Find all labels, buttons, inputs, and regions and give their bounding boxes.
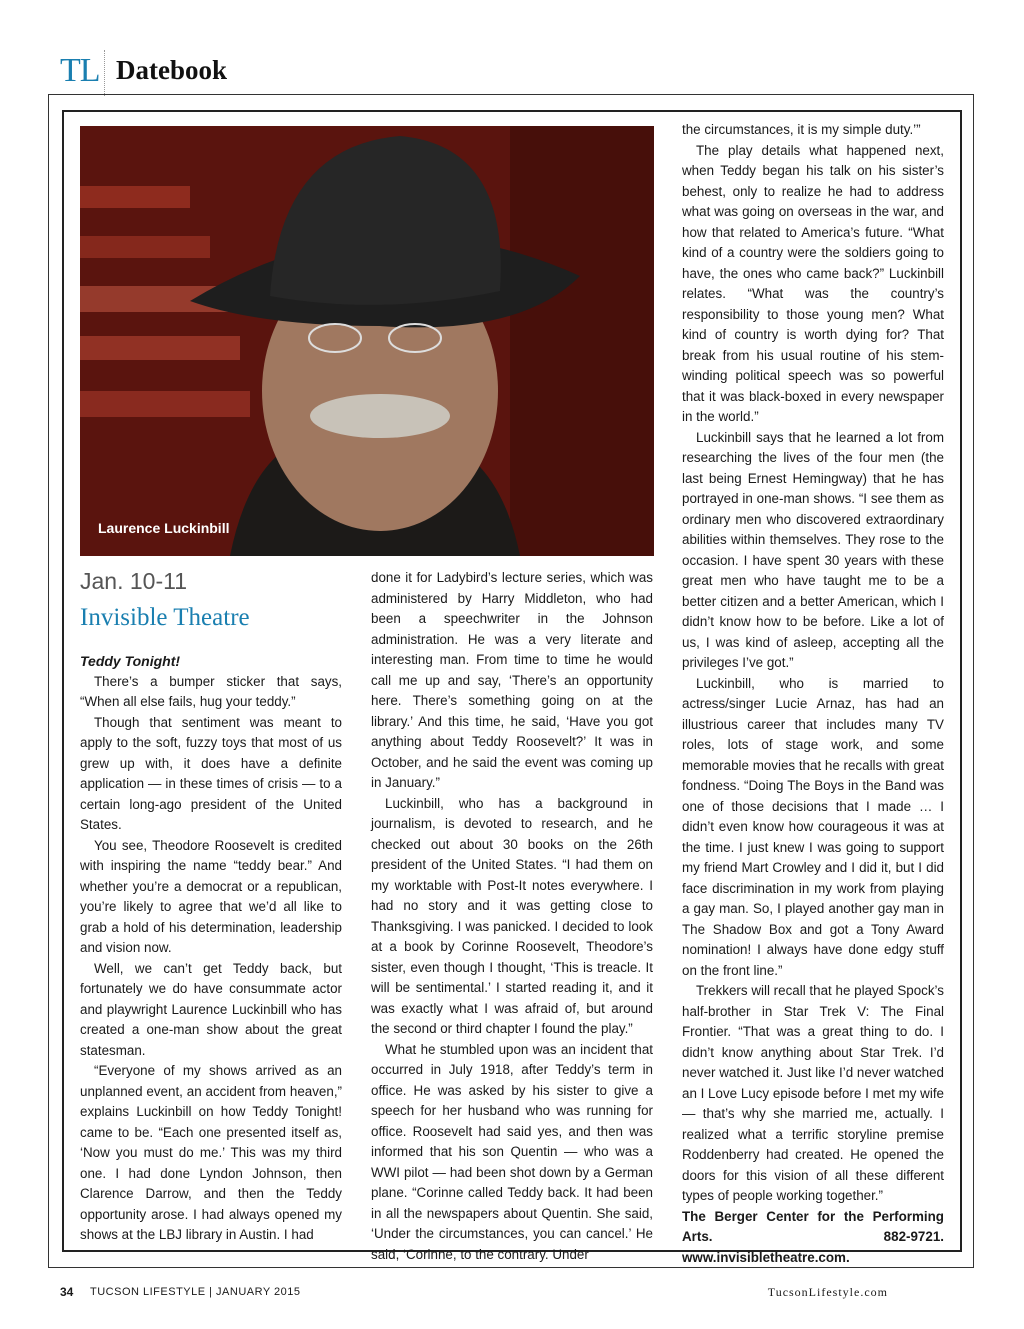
paragraph: Trekkers will recall that he played Spock’s half-brother in Star Trek V: The Final Frontier. “That was a great thing to do. I didn’t know anything about Star Trek. I’d never watched it. Just like I’d never watched an I Love Lucy episode before I met my wife — that’s why she married me, actually. I realized what a terrific storyline premise Roddenberry had created. He opened the doors for this vision of all these different types of people working together.” [682, 983, 945, 1203]
paragraph: Well, we can’t get Teddy back, but fortunately we do have consummate actor and playwright Laurence Luckinbill who has created a one-man show about the great statesman. [80, 960, 342, 1058]
show-title: Teddy Tonight! [80, 653, 181, 669]
paragraph: “Everyone of my shows arrived as an unplanned event, an accident from heaven,” explains Luckinbill on how Teddy Tonight! came to be. “Each one presented itself as, ‘Now you must do me.’ This was my third one. I had done Lyndon Johnson, then Clarence Darrow, and then the Teddy opportunity arose. I had always opened my shows at the LBJ library in Austin. I had [80, 1063, 342, 1242]
paragraph: What he stumbled upon was an incident that occurred in July 1918, after Teddy’s term in office. He was asked by his sister to give a speech for her husband who was running for office. Roosevelt had said yes, and then was informed that his son Quentin — who was a WWI pilot — had been shot down by a German plane. “Corinne called Teddy back. It had been in all the newspapers about Quentin. She said, ‘Under the circumstances, you can cancel.’ He said, ‘Corinne, to the contrary. Under [371, 1041, 653, 1262]
paragraph: You see, Theodore Roosevelt is credited with inspiring the name “teddy bear.” And whether you’re a democrat or a republican, you’re likely to agree that we’d all like to grab a hold of his determination, leadership and vision now. [80, 837, 342, 955]
magazine-issue: TUCSON LIFESTYLE | JANUARY 2015 [90, 1286, 301, 1298]
article-column-1 [80, 651, 342, 1246]
paragraph: done it for Ladybird’s lecture series, which was administered by Harry Middleton, who had been a speechwriter in the Johnson administration. He was a very literate and interesting man. From time to time he would call me up and say, ‘There’s an opportunity here. There’s something going on at the library.’ And this time, he said, ‘Have you got anything about Teddy Roosevelt?’ It was in October, and he said the event was coming up in January.” [371, 570, 653, 790]
event-venue: Invisible Theatre [80, 604, 250, 631]
paragraph: Luckinbill, who is married to actress/singer Lucie Arnaz, has had an illustrious career that includes many TV roles, lots of stage work, and some memorable movies that he recalls with great fondness. “Doing The Boys in the Band was one of those decisions that I made … I didn’t even know how courageous it was at the time. I just knew I was going to support my friend Mart Crowley and I did it, but I did face discrimination in my work from playing a gay man. So, I played another gay man in The Shadow Box and got a Tony Award nomination! I always have done edgy stuff on the front line.” [682, 675, 944, 978]
section-logo: TL [60, 52, 100, 89]
paragraph: the circumstances, it is my simple duty.’” [682, 122, 921, 137]
paragraph: Luckinbill, who has a background in journalism, is devoted to research, and he checked out about 30 books on the 26th president of the United States. “I had them on my worktable with Post-It notes everywhere. I had no story and it was getting close to Thanksgiving. I was panicked. I decided to look at a book by Corinne Roosevelt, Theodore’s sister, even though I thought, ‘This is treacle. It will be sentimental.’ I started reading it, and it was exactly what I was afraid of, but around the second or third chapter I found the play.” [371, 795, 653, 1036]
page-number: 34 [60, 1285, 74, 1299]
portrait-photo [80, 126, 654, 556]
header-divider [104, 50, 105, 96]
article-column-3 [682, 120, 944, 1268]
paragraph: Luckinbill says that he learned a lot from researching the lives of the four men (the last being Ernest Hemingway) that he has portrayed in one-man shows. “I see them as ordinary men who discovered extraordinary abilities within themselves. They rose to the occasion. I have spent 30 years with these great men who have taught me to be a better citizen and a better American, which I didn’t know how to be before. Like a lot of us, I was kind of asleep, accepting all the privileges I’ve got.” [682, 429, 944, 670]
article-column-2 [371, 568, 653, 1265]
paragraph: The play details what happened next, when Teddy began his talk on his sister’s behest, only to realize he had to address what was going on overseas in the war, and how that related to America’s future. “What kind of a country were the soldiers going to have, the ones who came back?” Luckinbill relates. “What was the country’s responsibility to those young men? What kind of country is worth dying for? That break from his usual routine of his stem-winding political speech was so powerful that it was black-boxed in every newspaper in the world.” [682, 142, 944, 424]
event-date: Jan. 10-11 [80, 568, 187, 594]
contact-info: The Berger Center for the Performing Arts. 882-9721. www.invisibletheatre.com. [682, 1208, 944, 1265]
section-title: Datebook [116, 55, 228, 85]
photo-caption: Laurence Luckinbill [98, 520, 230, 536]
paragraph: Though that sentiment was meant to apply to the soft, fuzzy toys that most of us grew up with, it does have a definite application — in these times of crisis — to a certain long-ago president of the United States. [80, 714, 342, 832]
footer-url: TucsonLifestyle.com [767, 1285, 888, 1299]
paragraph: There’s a bumper sticker that says, “When all else fails, hug your teddy.” [80, 673, 342, 709]
